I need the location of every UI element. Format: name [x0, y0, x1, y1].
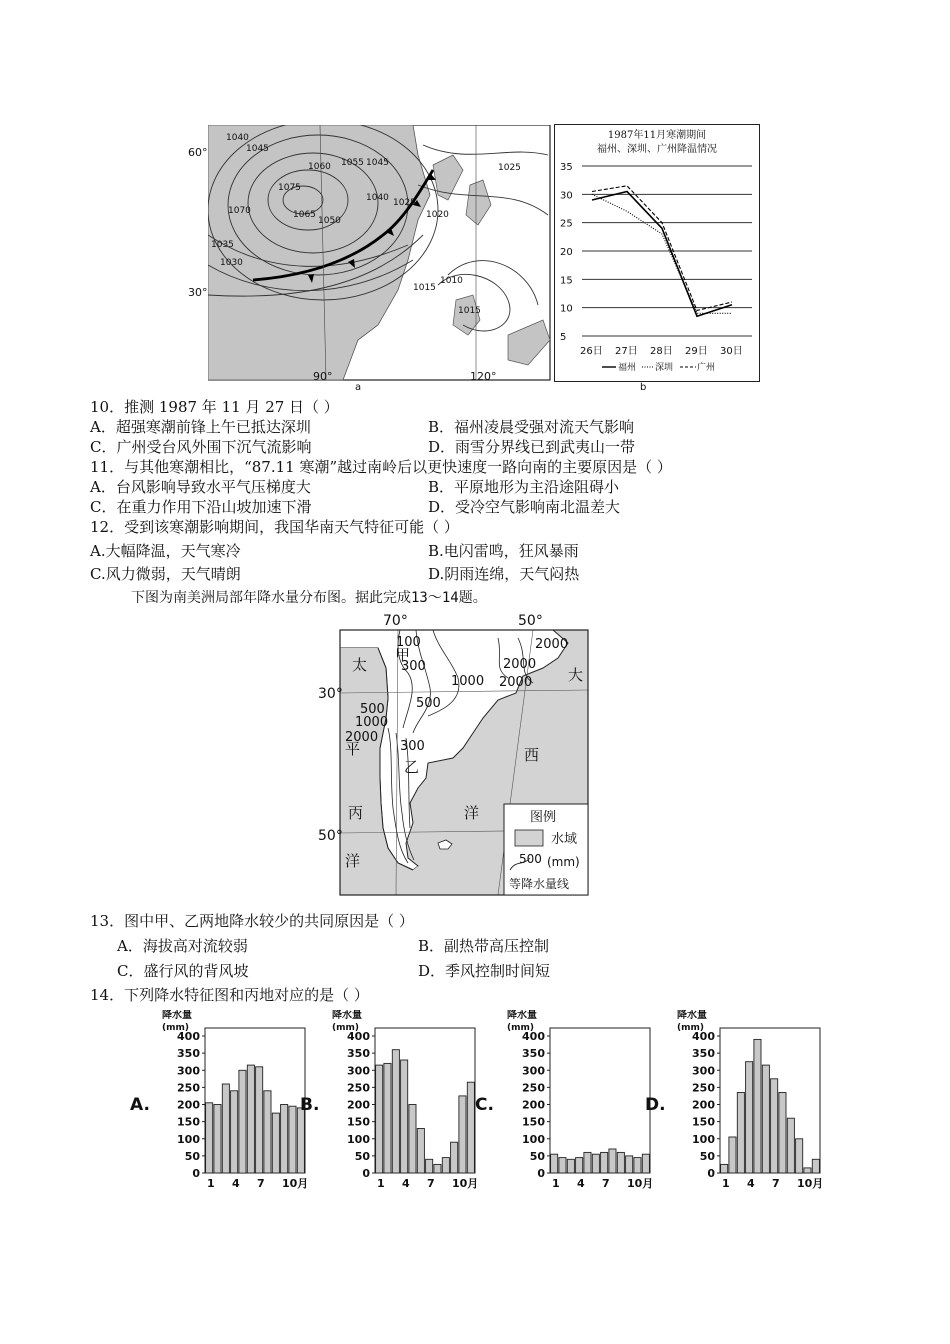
climo-xtick-label: 10月	[282, 1177, 309, 1190]
y-tick-label: 30	[560, 190, 573, 202]
y-tick-label: 35	[560, 162, 573, 173]
climo-unit: (mm)	[162, 1023, 189, 1033]
climo-ytick-label: 200	[347, 1098, 370, 1112]
x-tick-label: 29日	[685, 346, 708, 357]
climo-bar	[297, 1108, 304, 1173]
climo-bar	[281, 1105, 288, 1174]
isobar-label: 1030	[220, 258, 243, 268]
q11-stem: 11．与其他寒潮相比，“87.11 寒潮”越过南岭后以更快速度一路向南的主要原因是（ ）	[90, 458, 672, 476]
q10-option-a[interactable]: A．超强寒潮前锋上午已抵达深圳	[90, 418, 311, 436]
q10-stem: 10．推测 1987 年 11 月 27 日（ ）	[90, 398, 339, 416]
climo-xtick-label: 1	[207, 1177, 215, 1190]
climo-bar	[239, 1070, 246, 1173]
climo-ylabel: 降水量	[677, 1010, 707, 1021]
climo-frame	[550, 1028, 650, 1173]
figure-caption-b: b	[640, 382, 647, 393]
climo-xtick-label: 4	[747, 1177, 755, 1190]
isobar-label: 1070	[228, 206, 251, 216]
ocean-label-atlantic-2: 西	[524, 746, 540, 764]
legend-line-label: 等降水量线	[509, 877, 570, 891]
legend-label-fuzhou: 福州	[618, 363, 637, 373]
climo-ytick-label: 250	[347, 1081, 370, 1095]
legend-water-swatch	[515, 830, 543, 846]
climo-bar	[812, 1159, 819, 1173]
map-lon-70: 70°	[383, 613, 408, 629]
climo-bar	[567, 1159, 574, 1173]
climo-ytick-label: 350	[692, 1047, 715, 1061]
legend-water-label: 水域	[551, 832, 578, 847]
isobar-label: 1075	[278, 183, 301, 193]
isobar-label: 1050	[318, 216, 341, 226]
q12-stem: 12．受到该寒潮影响期间，我国华南天气特征可能（ ）	[90, 518, 459, 536]
climo-bar	[272, 1113, 279, 1173]
climo-bar	[434, 1164, 441, 1173]
map-lat-50: 50°	[318, 828, 343, 844]
q13-option-d[interactable]: D．季风控制时间短	[418, 962, 551, 980]
climograph-2	[475, 1010, 653, 1190]
ocean-label-atlantic-3: 洋	[464, 804, 480, 822]
lat-label-60: 60°	[188, 146, 208, 159]
q12-option-d[interactable]: D.阴雨连绵，天气闷热	[428, 565, 580, 583]
climo-xtick-label: 7	[602, 1177, 610, 1190]
climo-bar	[584, 1152, 591, 1173]
map-lat-30: 30°	[318, 686, 343, 702]
climo-bar	[729, 1137, 736, 1173]
climo-bar	[401, 1060, 408, 1173]
climo-bar	[592, 1154, 599, 1173]
ocean-label-atlantic-1: 大	[568, 666, 584, 684]
climo-ytick-label: 100	[692, 1132, 715, 1146]
climo-ytick-label: 50	[354, 1149, 370, 1163]
climo-bar	[617, 1152, 624, 1173]
climo-xtick-label: 7	[427, 1177, 435, 1190]
isobar-label: 1040	[366, 193, 389, 203]
climo-bar	[779, 1093, 786, 1174]
q11-option-d[interactable]: D．受冷空气影响南北温差大	[428, 498, 621, 516]
climo-bar	[384, 1063, 391, 1173]
isobar-label: 1065	[293, 210, 316, 220]
climo-bar	[796, 1139, 803, 1173]
place-yi: 乙	[404, 758, 420, 776]
climo-ylabel: 降水量	[507, 1010, 537, 1021]
climo-ytick-label: 400	[347, 1030, 370, 1043]
climo-ylabel: 降水量	[162, 1010, 192, 1021]
isohyet-label: 2000	[345, 730, 379, 745]
climo-ytick-label: 250	[522, 1081, 545, 1095]
climo-bar	[551, 1154, 558, 1173]
climo-bar	[721, 1164, 728, 1173]
climo-ytick-label: 300	[177, 1064, 200, 1078]
isohyet-label: 500	[360, 702, 385, 717]
q10-option-d[interactable]: D．雨雪分界线已到武夷山一带	[428, 438, 636, 456]
climo-unit: (mm)	[677, 1023, 704, 1033]
climo-bar	[467, 1082, 474, 1173]
climo-bar	[601, 1152, 608, 1173]
climograph-3	[645, 1010, 823, 1190]
climo-bar	[409, 1105, 416, 1174]
climographs	[130, 1010, 830, 1195]
climo-ytick-label: 100	[522, 1132, 545, 1146]
climo-ytick-label: 350	[522, 1047, 545, 1061]
climo-ytick-label: 50	[699, 1149, 715, 1163]
y-tick-label: 20	[560, 247, 573, 258]
isobar-label: 1010	[440, 276, 463, 286]
q12-option-c[interactable]: C.风力微弱，天气晴朗	[90, 565, 241, 583]
legend-label-shenzhen: 深圳	[655, 363, 674, 373]
isobar-label: 1015	[458, 306, 481, 316]
x-tick-label: 28日	[650, 346, 673, 357]
isobar-label: 1060	[308, 162, 331, 172]
map-legend	[504, 804, 588, 895]
climo-option-label[interactable]: B.	[300, 1095, 320, 1115]
climo-ytick-label: 0	[192, 1167, 200, 1180]
climo-ytick-label: 400	[522, 1030, 545, 1043]
q12-option-b[interactable]: B.电闪雷鸣，狂风暴雨	[428, 542, 579, 560]
q10-option-b[interactable]: B．福州凌晨受强对流天气影响	[428, 418, 635, 436]
y-tick-label: 10	[560, 303, 573, 315]
q11-option-c[interactable]: C．在重力作用下沿山坡加速下滑	[90, 498, 312, 516]
legend-unit: (mm)	[547, 855, 580, 869]
climo-xtick-label: 10月	[627, 1177, 654, 1190]
climo-xtick-label: 4	[577, 1177, 585, 1190]
climo-bar	[634, 1158, 641, 1173]
climo-bar	[746, 1062, 753, 1173]
climo-ytick-label: 200	[522, 1098, 545, 1112]
climo-bar	[247, 1065, 254, 1173]
climo-bar	[206, 1103, 213, 1173]
climograph-1	[300, 1010, 478, 1190]
climo-ytick-label: 200	[692, 1098, 715, 1112]
x-tick-label: 26日	[580, 346, 603, 357]
isobar-label: 1055	[341, 158, 364, 168]
q12-option-a[interactable]: A.大幅降温，天气寒冷	[90, 542, 241, 560]
climo-ytick-label: 50	[184, 1149, 200, 1163]
climo-bar	[289, 1106, 296, 1173]
climo-bar	[642, 1154, 649, 1173]
place-jia: 甲	[395, 646, 411, 664]
climo-bar	[376, 1065, 383, 1173]
climo-ylabel: 降水量	[332, 1010, 362, 1021]
isobar-label: 1025	[498, 163, 521, 173]
climo-ytick-label: 150	[692, 1115, 715, 1129]
climo-option-label[interactable]: A.	[130, 1095, 150, 1115]
y-tick-label: 25	[560, 218, 573, 230]
isohyet-label: 500	[416, 696, 441, 711]
ocean-label-pacific-1: 太	[352, 656, 368, 674]
climo-ytick-label: 350	[347, 1047, 370, 1061]
climo-xtick-label: 1	[377, 1177, 385, 1190]
climograph-0	[130, 1010, 308, 1190]
climo-ytick-label: 150	[347, 1115, 370, 1129]
climo-ytick-label: 250	[692, 1081, 715, 1095]
q10-option-c[interactable]: C．广州受台风外围下沉气流影响	[90, 438, 312, 456]
isobar-label: 1035	[211, 240, 234, 250]
climo-ytick-label: 0	[707, 1167, 715, 1180]
climo-xtick-label: 7	[772, 1177, 780, 1190]
x-tick-label: 27日	[615, 346, 638, 357]
ocean-label-pacific-3: 洋	[345, 852, 361, 870]
climo-bar	[426, 1159, 433, 1173]
climo-ytick-label: 150	[522, 1115, 545, 1129]
legend-title: 图例	[530, 810, 557, 825]
q13-stem: 13．图中甲、乙两地降水较少的共同原因是（ ）	[90, 912, 414, 930]
climo-ytick-label: 250	[177, 1081, 200, 1095]
legend-value: 500	[519, 852, 542, 866]
climo-ytick-label: 400	[692, 1030, 715, 1043]
lon-label-90: 90°	[313, 370, 333, 383]
ocean-label-pacific-2: 平	[345, 740, 361, 758]
isobar-label: 1040	[226, 133, 249, 143]
ocean-label-bing: 丙	[348, 804, 364, 822]
isobar-label: 1025	[393, 198, 416, 208]
climo-ytick-label: 0	[537, 1167, 545, 1180]
precipitation-map	[318, 608, 600, 900]
climo-unit: (mm)	[507, 1023, 534, 1033]
climo-option-label[interactable]: D.	[645, 1095, 666, 1115]
climo-bar	[804, 1168, 811, 1173]
climo-bar	[771, 1079, 778, 1173]
legend-label-guangzhou: 广州	[697, 363, 716, 373]
climo-bar	[754, 1039, 761, 1173]
q13-option-a[interactable]: A．海拔高对流较弱	[117, 937, 248, 955]
chart-b	[554, 124, 760, 382]
climo-xtick-label: 10月	[797, 1177, 824, 1190]
q11-option-a[interactable]: A．台风影响导致水平气压梯度大	[90, 478, 311, 496]
y-tick-label: 15	[560, 275, 573, 287]
climo-bar	[459, 1096, 466, 1173]
climo-xtick-label: 7	[257, 1177, 265, 1190]
climo-bar	[392, 1050, 399, 1173]
climo-bar	[626, 1156, 633, 1173]
figure-caption-a: a	[355, 382, 362, 393]
climo-ytick-label: 300	[522, 1064, 545, 1078]
q13-option-c[interactable]: C．盛行风的背风坡	[117, 962, 249, 980]
y-tick-label: 5	[560, 332, 567, 343]
lon-label-120: 120°	[470, 370, 497, 383]
climo-bar	[256, 1067, 263, 1173]
chart-b-legend	[602, 361, 715, 373]
climo-bar	[576, 1158, 583, 1173]
chart-b-title: 1987年11月寒潮期间	[607, 130, 707, 141]
climo-xtick-label: 1	[552, 1177, 560, 1190]
isohyet-label: 2000	[499, 675, 533, 690]
climo-ytick-label: 350	[177, 1047, 200, 1061]
climo-bar	[787, 1118, 794, 1173]
climo-bar	[451, 1142, 458, 1173]
isohyet-label: 1000	[355, 715, 389, 730]
climo-ytick-label: 100	[177, 1132, 200, 1146]
isobar-label: 1045	[366, 158, 389, 168]
series-line-0	[592, 192, 732, 317]
climo-unit: (mm)	[332, 1023, 359, 1033]
climo-bar	[264, 1091, 271, 1173]
climo-ytick-label: 150	[177, 1115, 200, 1129]
map-lon-50: 50°	[518, 613, 543, 629]
isohyet-label: 300	[400, 739, 425, 754]
climo-bar	[609, 1149, 616, 1173]
chart-b-subtitle: 福州、深圳、广州降温情况	[597, 144, 717, 155]
isobar-label: 1015	[413, 283, 436, 293]
isohyet-label: 100	[396, 635, 421, 650]
climo-bar	[231, 1091, 238, 1173]
isohyet-label: 2000	[503, 657, 537, 672]
q13-option-b[interactable]: B．副热带高压控制	[418, 937, 550, 955]
climo-bar	[417, 1129, 424, 1174]
x-tick-label: 30日	[720, 346, 743, 357]
climo-xtick-label: 10月	[452, 1177, 479, 1190]
climo-ytick-label: 0	[362, 1167, 370, 1180]
lat-label-30: 30°	[188, 286, 208, 299]
series-line-1	[592, 194, 732, 313]
climo-bar	[442, 1158, 449, 1173]
climo-bar	[559, 1158, 566, 1173]
climo-ytick-label: 400	[177, 1030, 200, 1043]
climo-xtick-label: 4	[232, 1177, 240, 1190]
isobar-label: 1045	[246, 144, 269, 154]
climo-ytick-label: 100	[347, 1132, 370, 1146]
climo-ytick-label: 50	[529, 1149, 545, 1163]
climo-xtick-label: 1	[722, 1177, 730, 1190]
climo-xtick-label: 4	[402, 1177, 410, 1190]
climo-ytick-label: 300	[347, 1064, 370, 1078]
climo-bar	[222, 1084, 229, 1173]
climo-bar	[762, 1065, 769, 1173]
climo-option-label[interactable]: C.	[475, 1095, 494, 1115]
climo-bar	[737, 1093, 744, 1174]
climo-ytick-label: 300	[692, 1064, 715, 1078]
q11-option-b[interactable]: B．平原地形为主沿途阻碍小	[428, 478, 620, 496]
isohyet-label: 1000	[451, 674, 485, 689]
climo-bar	[214, 1105, 221, 1174]
synoptic-map-a	[208, 125, 553, 385]
section-intro: 下图为南美洲局部年降水量分布图。据此完成13～14题。	[131, 590, 487, 606]
q14-stem: 14．下列降水特征图和丙地对应的是（ ）	[90, 986, 369, 1004]
isohyet-label: 300	[401, 659, 426, 674]
climo-ytick-label: 200	[177, 1098, 200, 1112]
isohyet-label: 2000	[535, 637, 569, 652]
isobar-label: 1020	[426, 210, 449, 220]
